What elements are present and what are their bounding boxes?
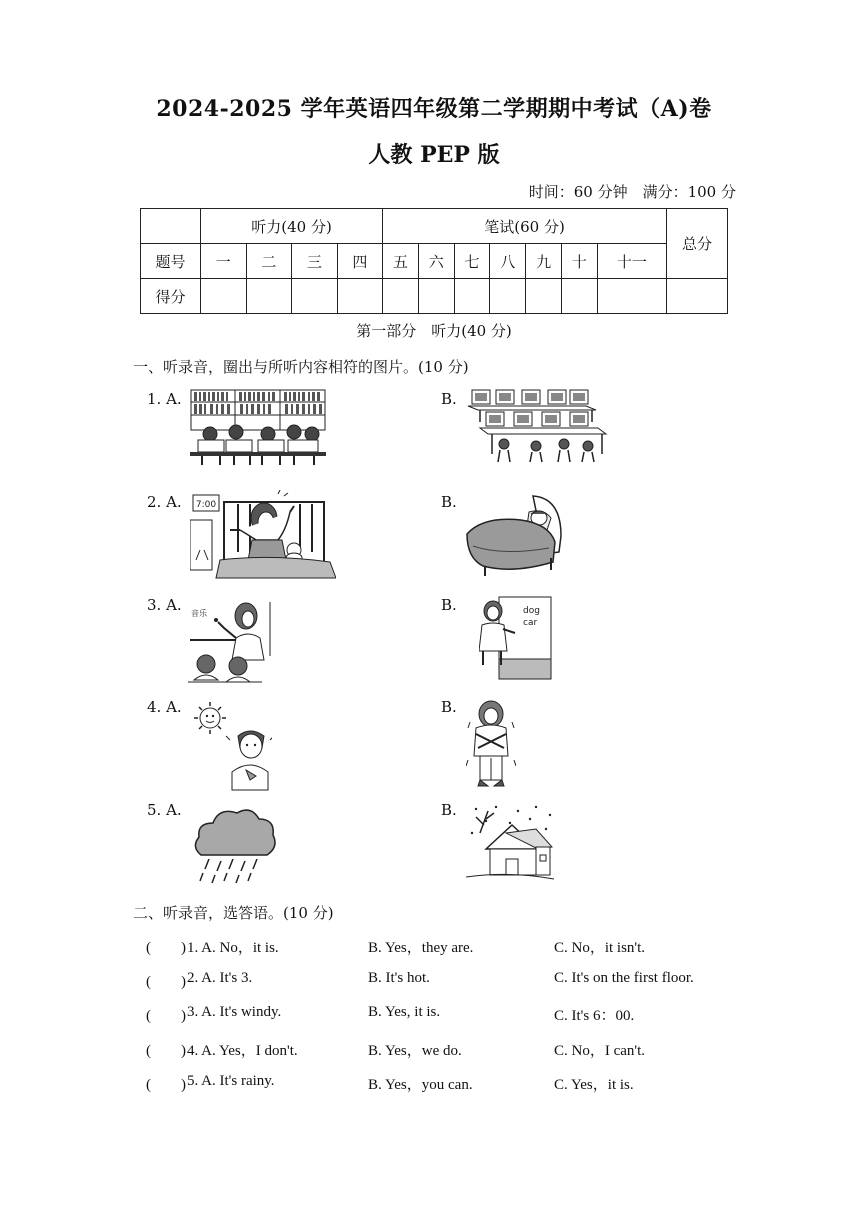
option-c: C. It's 6：00. [554,1008,635,1024]
q4-a-label: 4. A. [147,698,182,716]
score-cell[interactable] [561,279,597,314]
answer-row [146,1039,766,1061]
clock-text: 7:00 [195,500,217,510]
time-info: 时间：60 分钟 满分：100 分 [528,183,736,201]
answer-blank[interactable]: ( ) [146,1043,186,1059]
q3-b-label: B. [441,596,457,614]
question-number: 十一 [597,244,666,279]
score-cell[interactable] [337,279,383,314]
score-cell[interactable] [454,279,490,314]
question-number: 八 [490,244,526,279]
option-b: B. Yes，they are. [368,940,474,956]
exam-title: 2024-2025 学年英语四年级第二学期期中考试（A)卷 [156,96,712,122]
option-b: B. Yes，we do. [368,1043,462,1059]
part1-heading: 第一部分 听力(40 分) [356,322,512,340]
answer-row [146,1004,766,1026]
question-number: 九 [526,244,562,279]
score-cell[interactable] [201,279,247,314]
q1-b-label: B. [441,390,457,408]
snowy-pic[interactable] [466,803,554,883]
question-number: 一 [201,244,247,279]
rainy-pic[interactable] [191,803,277,885]
table-corner-cell [141,209,201,244]
question-number: 五 [383,244,419,279]
board-text: 音乐 [191,609,207,618]
q3-a-label: 3. A. [147,596,182,614]
english-class-pic[interactable] [479,595,553,681]
option-a: 5. A. It's rainy. [187,1073,275,1089]
score-cell[interactable] [383,279,419,314]
exam-subtitle: 人教 PEP 版 [368,142,500,168]
score-cell[interactable] [418,279,454,314]
option-a: 3. A. It's windy. [187,1004,282,1020]
question-number: 四 [337,244,383,279]
option-b: B. Yes, it is. [368,1004,441,1020]
board-word: dog [523,606,540,616]
question-number: 三 [292,244,338,279]
answer-row [146,970,766,992]
answer-blank[interactable]: ( ) [146,974,186,990]
row-question-label: 题号 [141,244,201,279]
q5-a-label: 5. A. [147,801,182,819]
answer-blank[interactable]: ( ) [146,1077,186,1093]
listening-header: 听力(40 分) [201,209,383,244]
library-pic[interactable] [190,388,326,466]
option-c: C. No，I can't. [554,1043,646,1059]
cold-weather-pic[interactable] [466,700,516,790]
answer-row [146,936,766,958]
question-number: 二 [246,244,292,279]
answer-blank[interactable]: ( ) [146,1008,186,1024]
q5-b-label: B. [441,801,457,819]
question-number: 十 [561,244,597,279]
score-cell[interactable] [490,279,526,314]
sleeping-pic[interactable] [463,492,563,580]
option-b: B. It's hot. [368,970,430,986]
score-cell[interactable] [246,279,292,314]
score-cell[interactable] [667,279,728,314]
option-a: 2. A. It's 3. [187,970,253,986]
option-c: C. It's on the first floor. [554,970,694,986]
hot-weather-pic[interactable] [190,700,272,792]
q1-a-label: 1. A. [147,390,182,408]
q2-b-label: B. [441,493,457,511]
answer-row [146,1073,766,1095]
score-cell[interactable] [526,279,562,314]
board-word: car [523,618,538,628]
answer-blank[interactable]: ( ) [146,940,186,956]
option-a: 4. A. Yes，I don't. [187,1043,298,1059]
question-number: 七 [454,244,490,279]
score-cell[interactable] [292,279,338,314]
option-a: 1. A. No，it is. [187,940,279,956]
writing-header: 笔试(60 分) [383,209,667,244]
option-b: B. Yes，you can. [368,1077,473,1093]
option-c: C. Yes，it is. [554,1077,634,1093]
question-number: 六 [418,244,454,279]
row-score-label: 得分 [141,279,201,314]
music-class-pic[interactable] [188,598,274,688]
q2-a-label: 2. A. [147,493,182,511]
section1-heading: 一、听录音，圈出与所听内容相符的图片。(10 分) [133,358,469,376]
score-table [140,208,728,314]
wake-up-pic[interactable] [190,490,336,580]
section2-heading: 二、听录音，选答语。(10 分) [133,904,334,922]
q4-b-label: B. [441,698,457,716]
computer-room-pic[interactable] [466,388,608,464]
option-c: C. No，it isn't. [554,940,646,956]
total-label: 总分 [667,209,728,279]
score-cell[interactable] [597,279,666,314]
